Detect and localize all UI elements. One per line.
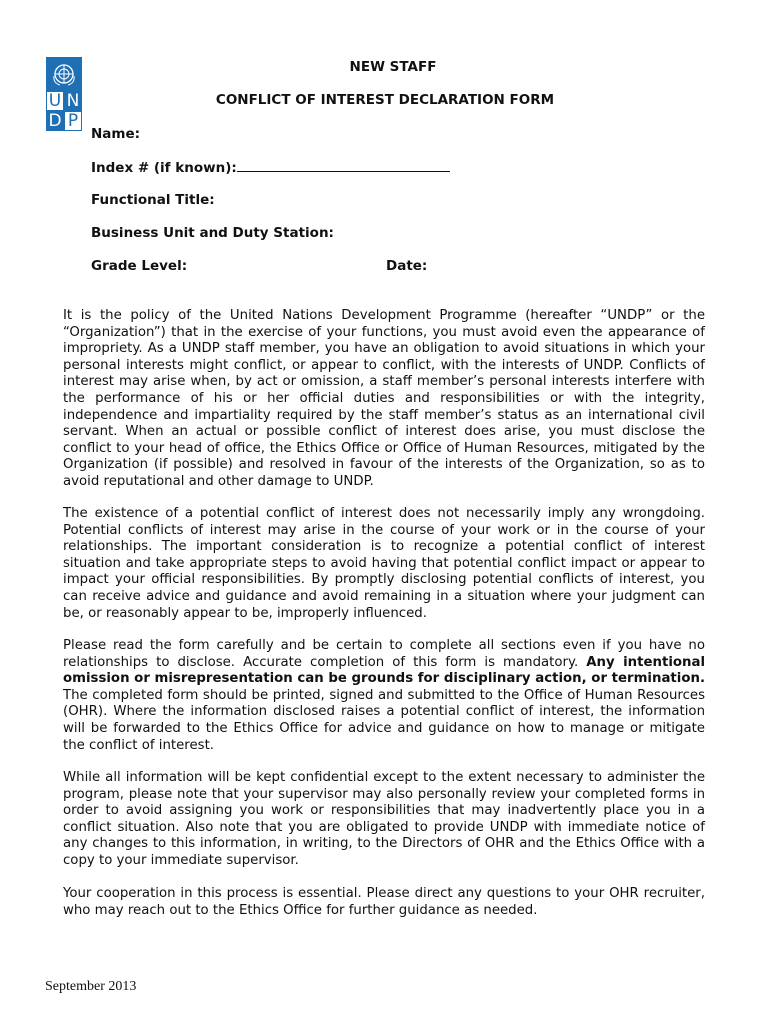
form-title-line1: NEW STAFF <box>349 59 437 75</box>
business-unit-label: Business Unit and Duty Station: <box>91 225 334 241</box>
index-field <box>91 159 450 176</box>
index-blank-line <box>237 159 450 172</box>
logo-letter: U <box>46 91 64 111</box>
existence-paragraph: The existence of a potential conflict of interest does not necessarily imply any wrongdoing. Potential conflicts of interest may arise in the course of your work or in the course of your relationships. The important consideration is to recognize a potential conflict of interest situation and take appropriate steps to avoid having that potential conflict impact or appear to impact your official responsibilities. By promptly disclosing potential conflicts of interest, you can receive advice and guidance and avoid remaining in a situation where your judgment can be, or reasonably appear to be, improperly influenced. <box>63 506 705 621</box>
functional-title-label: Functional Title: <box>91 192 215 208</box>
instructions-text: Please read the form carefully and be certain to complete all sections even if you have no relationships to disclose. Accurate completion of this form is mandatory. <box>63 638 705 670</box>
date-label: Date: <box>386 258 428 274</box>
policy-paragraph: It is the policy of the United Nations Development Programme (hereafter “UNDP” or the “Organization”) that in the exercise of your functions, you must avoid even the appearance of impropriety. As a UNDP staff member, you have an obligation to avoid situations in which your personal interests might conflict, or appear to conflict, with the interests of UNDP. Conflicts of interest may arise when, by act or omission, a staff member’s personal interests interfere with the performance of his or her official duties and responsibilities or with the integrity, independence and impartiality required by the staff member’s status as an international civil servant. When an actual or possible conflict of interest does arise, you must disclose the conflict to your head of office, the Ethics Office or Office of Human Resources, mitigated by the Organization (if possible) and resolved in favour of the interests of the Organization, so as to avoid reputational and other damage to UNDP. <box>63 308 705 489</box>
logo-letter: P <box>64 111 82 131</box>
confidentiality-paragraph: While all information will be kept confidential except to the extent necessary to administer the program, please note that your supervisor may also personally review your completed forms in order to avoid assigning you work or responsibilities that may inadvertently place you in a conflict situation. Also note that you are obligated to provide UNDP with immediate notice of any changes to this information, in writing, to the Directors of OHR and the Ethics Office with a copy to your immediate supervisor. <box>63 770 705 868</box>
logo-letter: D <box>46 111 64 131</box>
instructions-paragraph <box>63 638 705 754</box>
form-title-line2: CONFLICT OF INTEREST DECLARATION FORM <box>215 92 555 108</box>
warning-text: Any intentional omission or misrepresentation can be grounds for disciplinary action, or termination. <box>63 654 706 687</box>
name-field-label: Name: <box>91 126 141 142</box>
cooperation-paragraph: Your cooperation in this process is essential. Please direct any questions to your OHR recruiter, who may reach out to the Ethics Office for further guidance as needed. <box>63 886 705 918</box>
grade-level-label: Grade Level: <box>91 258 188 274</box>
footer-date: September 2013 <box>45 979 137 994</box>
index-field-label: Index # (if known): <box>91 160 237 176</box>
logo-letter: N <box>64 91 82 111</box>
submission-text: The completed form should be printed, signed and submitted to the Office of Human Resources (OHR). Where the information disclosed raises a potential conflict of interest, the information will be forwarded to the Ethics Office for advice and guidance on how to manage or mitigate the conflict of interest. <box>63 687 705 753</box>
